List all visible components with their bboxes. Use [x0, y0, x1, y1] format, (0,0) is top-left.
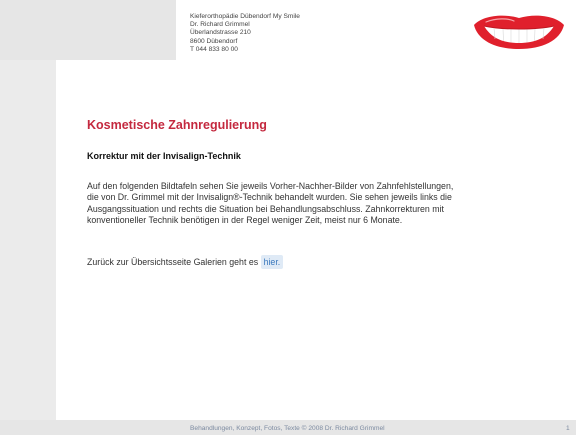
- back-to-overview-line: [87, 255, 283, 269]
- page-subtitle: Korrektur mit der Invisalign-Technik: [87, 151, 241, 161]
- intro-line: Auf den folgenden Bildtafeln sehen Sie jeweils Vorher-Nachher-Bilder von Zahnfehlstellungen,: [87, 181, 454, 191]
- address-line-practice: Kieferorthopädie Dübendorf My Smile: [190, 13, 300, 20]
- gallery-overview-link[interactable]: hier.: [261, 255, 284, 269]
- address-line-city: 8600 Dübendorf: [190, 37, 238, 45]
- address-line-street: Überlandstrasse 210: [190, 29, 251, 37]
- page-number: 1: [566, 425, 570, 432]
- footer-copyright: Behandlungen, Konzept, Fotos, Texte © 2008 Dr. Richard Grimmel: [190, 425, 385, 432]
- back-to-overview-text: Zurück zur Übersichtsseite Galerien geht es: [87, 257, 259, 267]
- smile-lips-logo-icon: [472, 13, 566, 49]
- page-sheet: [56, 60, 576, 420]
- practice-address: [190, 13, 300, 54]
- header-left-band: [0, 0, 176, 60]
- address-line-phone: T 044 833 80 00: [190, 45, 238, 53]
- intro-line: konventioneller Technik benötigen in der Regel weniger Zeit, meist nur 6 Monate.: [87, 215, 403, 226]
- intro-paragraph: [87, 181, 517, 227]
- intro-line: die von Dr. Grimmel mit der Invisalign®-Technik behandelt wurden. Sie sehen jeweils links die: [87, 192, 452, 203]
- address-line-doctor: Dr. Richard Grimmel: [190, 21, 250, 29]
- intro-line: Ausgangssituation und rechts die Situation bei Behandlungsabschluss. Zahnkorrekturen mit: [87, 203, 444, 214]
- page-title: Kosmetische Zahnregulierung: [87, 118, 267, 132]
